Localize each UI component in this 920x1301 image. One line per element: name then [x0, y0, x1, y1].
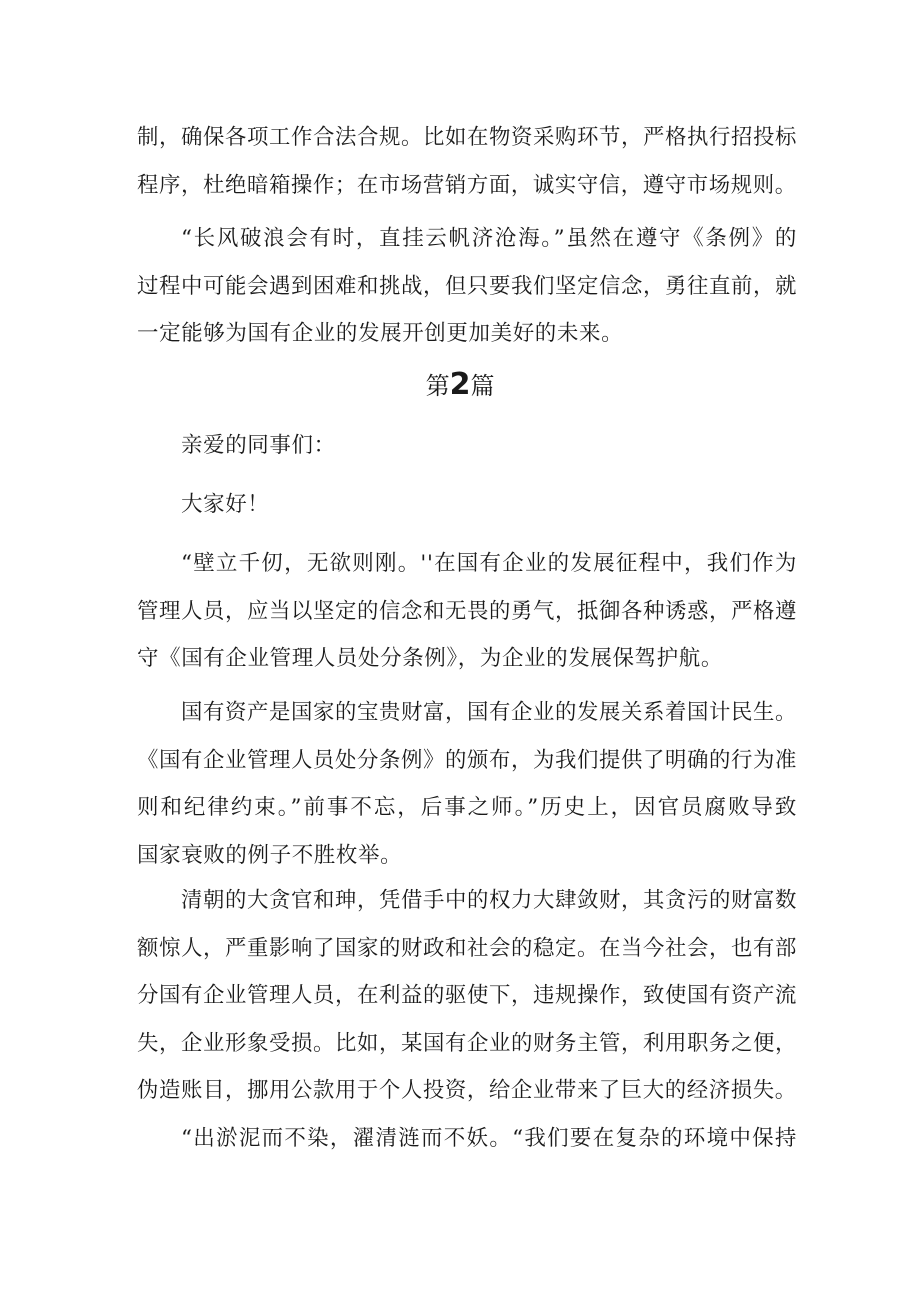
text-line: 则和纪律约束。”前事不忘，后事之师。”历史上，因官员腐败导致 [137, 795, 797, 820]
text-line: 程序，杜绝暗箱操作；在市场营销方面，诚实守信，遵守市场规则。 [137, 172, 797, 198]
text-line: 《国有企业管理人员处分条例》的颁布，为我们提供了明确的行为准 [137, 747, 797, 773]
hello [137, 481, 797, 529]
text-line: 守《国有企业管理人员处分条例》，为企业的发展保驾护航。 [137, 646, 723, 671]
paragraph-1 [137, 114, 797, 209]
heading-suffix: 篇 [470, 372, 495, 400]
text-line: 国家衰败的例子不胜枚举。 [137, 842, 403, 868]
text-line: 伪造账目，挪用公款用于个人投资，给企业带来了巨大的经济损失。 [137, 1078, 797, 1103]
text-line: 制，确保各项工作合法合规。比如在物资采购环节，严格执行招投标 [137, 125, 797, 150]
text-line: 过程中可能会遇到困难和挑战，但只要我们坚定信念，勇往直前，就 [137, 273, 797, 299]
text-line: 额惊人，严重影响了国家的财政和社会的稳定。在当今社会，也有部 [137, 935, 797, 961]
heading-number: 2 [449, 367, 471, 402]
text-line: “出淤泥而不染，濯清涟而不妖。“我们要在复杂的环境中保持 [181, 1126, 797, 1151]
text-line: 失，企业形象受损。比如，某国有企业的财务主管，利用职务之便， [137, 1030, 797, 1056]
section-heading [0, 360, 920, 411]
text-line: “长风破浪会有时，直挂云帆济沧海。”虽然在遵守《条例》的 [181, 226, 797, 251]
text-line: 大家好！ [181, 492, 270, 517]
heading-prefix: 第 [425, 372, 450, 400]
text-line: 国有资产是国家的宝贵财富，国有企业的发展关系着国计民生。 [181, 700, 797, 725]
text-line: 清朝的大贪官和珅，凭借手中的权力大肆敛财，其贪污的财富数 [181, 888, 797, 913]
text-line: 分国有企业管理人员，在利益的驱使下，违规操作，致使国有资产流 [137, 983, 797, 1008]
paragraph-3 [137, 540, 797, 683]
paragraph-6 [137, 1115, 797, 1163]
paragraph-2 [137, 215, 797, 358]
greeting [137, 422, 797, 470]
text-line: 一定能够为国有企业的发展开创更加美好的未来。 [137, 321, 624, 346]
text-line: 管理人员，应当以坚定的信念和无畏的勇气，抵御各种诱惑，严格遵 [137, 598, 797, 624]
paragraph-5 [137, 877, 797, 1115]
text-line: 亲爱的同事们： [181, 433, 336, 458]
paragraph-4 [137, 689, 797, 879]
text-line: “壁立千仞，无欲则刚。''在国有企业的发展征程中，我们作为 [181, 551, 797, 576]
